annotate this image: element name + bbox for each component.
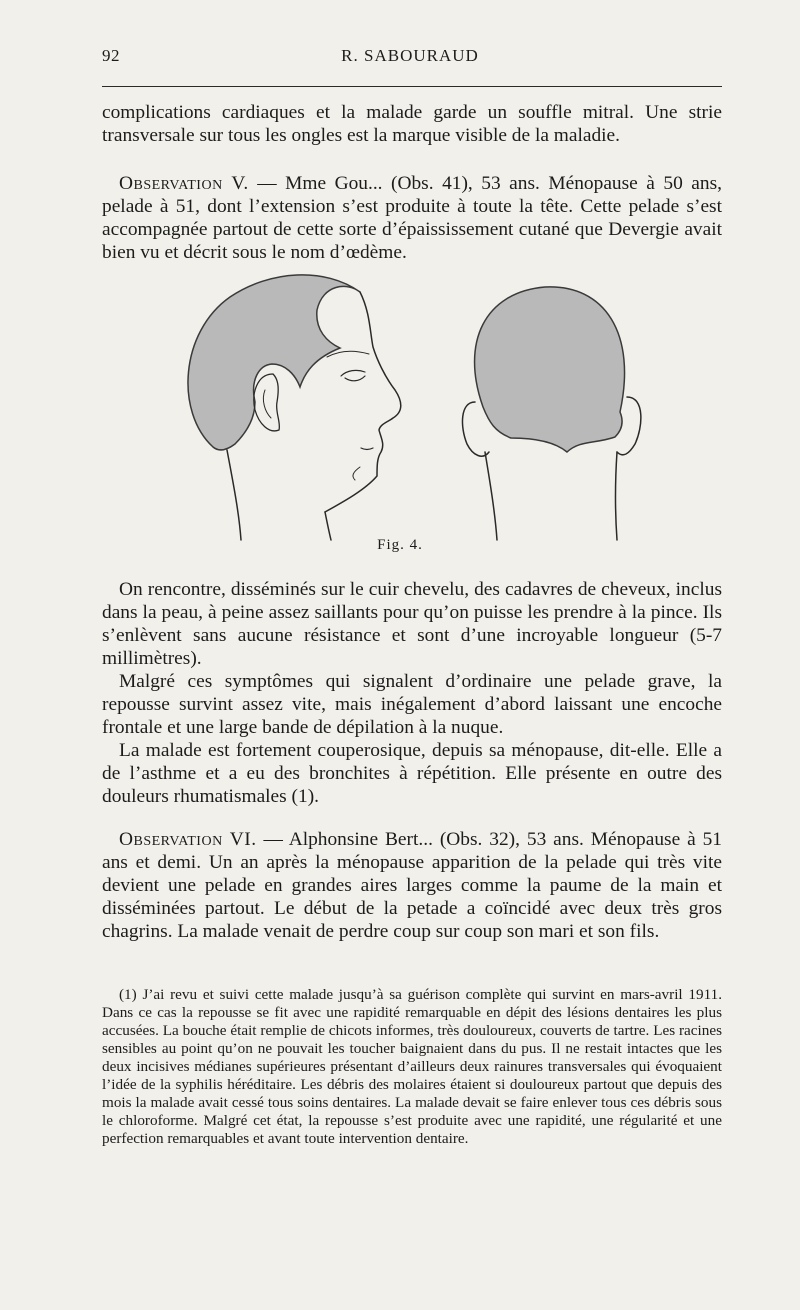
observation-5 [102, 172, 722, 264]
footnote [102, 986, 722, 1148]
paragraph: Malgré ces symptômes qui signalent d’ordinaire une pelade grave, la repousse survint assez vite, mais inégalement d’abord laissant une encoche frontale et une large bande de dépilation à la nuque. [102, 671, 722, 738]
page-header [102, 46, 718, 76]
profile-eyebrow [327, 351, 369, 357]
paragraph: On rencontre, disséminés sur le cuir chevelu, des cadavres de cheveux, inclus dans la peau, à peine assez saillants pour qu’on puisse les prendre à la pince. Ils s’enlèvent sans aucune résistance et sont d’une incroyable longueur (5-7 millimètres). [102, 579, 722, 669]
head-profile-illustration [155, 262, 655, 542]
paragraph: La malade est fortement couperosique, depuis sa ménopause, dit-elle. Elle a de l’asthme et a eu des bronchites à répétition. Elle présente en outre des douleurs rhumatismales (1). [102, 740, 722, 807]
running-head: R. SABOURAUD [341, 46, 479, 65]
profile-neck-back [227, 450, 241, 540]
profile-neck-front [325, 512, 331, 540]
paragraph [102, 828, 722, 943]
header-rule [102, 86, 722, 87]
observation-6 [102, 828, 722, 943]
figure-caption: Fig. 4. [377, 537, 423, 553]
page-number: 92 [102, 46, 120, 65]
profile-head [188, 275, 401, 540]
profile-face [325, 292, 401, 512]
observation-text: — Alphonsine Bert... (Obs. 32), 53 ans. Ménopause à 51 ans et demi. Un an après la ménopause apparition de la pelade qui très vite devient une pelade en grandes aires larges comme la paume de la main et disséminées partout. Le début de la petade a coïncidé avec deux très gros chagrins. La malade venait de perdre coup sur coup son mari et son fils. [102, 829, 722, 942]
back-neck-right [616, 452, 618, 540]
paragraph: complications cardiaques et la malade garde un souffle mitral. Une strie transversale sur tous les ongles est la marque visible de la maladie. [102, 102, 722, 146]
observation-label: Observation V. [119, 173, 249, 194]
back-hair-area [475, 287, 625, 452]
body-paragraphs [102, 578, 722, 808]
observation-label: Observation VI. [119, 829, 257, 850]
profile-ear [254, 374, 280, 431]
profile-hair-area [188, 275, 360, 450]
profile-eye [341, 370, 365, 380]
profile-mouth [361, 448, 373, 450]
paragraph-continuation [102, 101, 722, 147]
paragraph [102, 172, 722, 264]
figure-4 [155, 262, 655, 562]
footnote-text: (1) J’ai revu et suivi cette malade jusqu’à sa guérison complète qui survint en mars-avril 1911. Dans ce cas la repousse se fit avec une rapidité remarquable en dépit des lésions dentaires les plus accusées. La bouche était remplie de chicots informes, très douloureux, couverts de tartre. Les racines sensibles au point qu’on ne pouvait les toucher baignaient dans du pus. Il ne restait intactes que les deux incisives médianes supérieures présentant d’ailleurs deux rainures transversales qui évoquaient l’idée de la syphilis héréditaire. Les débris des molaires étaient si douloureux partout que depuis des mois la malade avait cessé tous soins dentaires. La malade devait se faire enlever tous ces débris sous le chloroforme. Malgré cet état, la repousse s’est produite avec une rapidité, une régularité et une perfection remarquables et avant toute intervention dentaire. [102, 986, 722, 1147]
profile-chin-line [353, 467, 360, 480]
observation-text: — Mme Gou... (Obs. 41), 53 ans. Ménopause à 50 ans, pelade à 51, dont l’extension s’est produite à toute la tête. Cette pelade s’est accompagnée partout de cette sorte d’épaississement cutané que Devergie avait bien vu et décrit sous le nom d’œdème. [102, 173, 723, 263]
back-head [462, 287, 640, 540]
back-neck-left [485, 452, 497, 540]
